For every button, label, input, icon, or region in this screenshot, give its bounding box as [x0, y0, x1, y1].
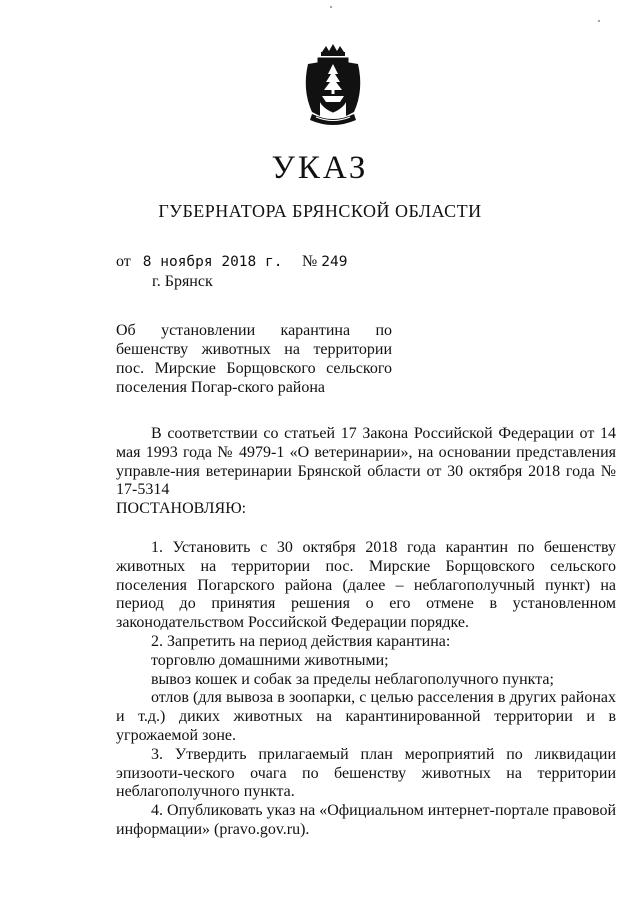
item-2-c: отлов (для вывоза в зоопарки, с целью расселения в других районах и т.д.) диких животных на карантинированной территории и в угрожаемой зоне.	[116, 689, 616, 744]
item-3: 3. Утвердить прилагаемый план мероприятий по ликвидации эпизооти-ческого очага по бешенству животных на территории неблагополучного пункта.	[116, 745, 616, 801]
item-2: 2. Запретить на период действия карантина:	[151, 632, 451, 650]
preamble: В соответствии со статьей 17 Закона Российской Федерации от 14 мая 1993 года № 4979-1 «О ветеринарии», на основании представления управле-ния ветеринарии Брянской области от 30 октября 2018 года № 17-5314	[116, 425, 616, 499]
document-subtitle: ГУБЕРНАТОРА БРЯНСКОЙ ОБЛАСТИ	[158, 201, 482, 221]
coat-of-arms-icon	[298, 42, 368, 128]
date-prefix: от	[116, 253, 131, 270]
item-2-a: торговлю домашними животными;	[151, 651, 389, 669]
scan-speck	[330, 6, 332, 8]
item-4: 4. Опубликовать указ на «Официальном интернет-портале правовой информации» (pravo.gov.ru).	[116, 802, 616, 838]
item-2-b: вывоз кошек и собак за пределы неблагополучного пункта;	[151, 670, 554, 688]
resolve-word: ПОСТАНОВЛЯЮ:	[116, 500, 247, 518]
document-body	[116, 425, 616, 840]
document-subject: Об установлении карантина по бешенству животных на территории пос. Мирские Борщовского сельского поселения Погар-ского района	[116, 322, 392, 396]
city: г. Брянск	[152, 273, 213, 290]
date-value: 8 ноября 2018 г.	[142, 254, 283, 270]
date-number-line	[116, 253, 348, 271]
number-value: 249	[321, 254, 348, 270]
item-1: 1. Установить с 30 октября 2018 года карантин по бешенству животных на территории пос. Мирские Борщовского сельского поселения Погарского района (далее – неблагополучный пункт) на период до принятия решения о его отмене в установленном законодательством Российской Федерации порядке.	[116, 538, 616, 632]
document-title: УКАЗ	[271, 150, 369, 186]
scan-speck	[598, 20, 600, 22]
document-number	[302, 253, 347, 271]
number-prefix: №	[302, 253, 318, 270]
